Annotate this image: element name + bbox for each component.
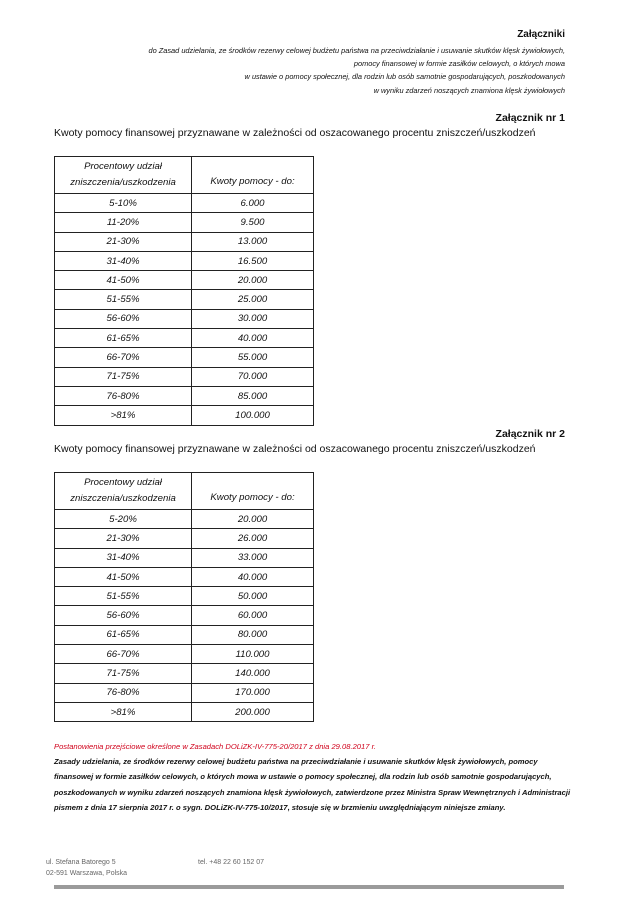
amount-cell: 26.000	[192, 529, 314, 548]
amount-cell: 55.000	[192, 348, 314, 367]
percentage-cell: 56-60%	[55, 606, 192, 625]
percentage-cell: 61-65%	[55, 625, 192, 644]
amount-cell: 85.000	[192, 386, 314, 405]
header-line: zniszczenia/uszkodzenia	[70, 493, 176, 504]
annex1-label: Załącznik nr 1	[495, 112, 565, 124]
table-row	[55, 194, 314, 213]
amount-cell: 16.500	[192, 251, 314, 270]
provisions-text-end: stosuje się w brzmieniu uwzględniającym niniejsze zmiany.	[289, 802, 506, 812]
amount-cell: 200.000	[192, 702, 314, 721]
amount-cell: 33.000	[192, 548, 314, 567]
table-row	[55, 309, 314, 328]
table-row	[55, 348, 314, 367]
header-line: Kwoty pomocy - do:	[210, 492, 295, 503]
footer-street: ul. Stefana Batorego 5	[46, 859, 116, 866]
amount-cell: 6.000	[192, 194, 314, 213]
table-row	[55, 251, 314, 270]
annex1-table	[54, 156, 314, 426]
table-row	[55, 625, 314, 644]
amount-cell: 110.000	[192, 645, 314, 664]
table-row	[55, 587, 314, 606]
percentage-cell: 31-40%	[55, 548, 192, 567]
table-row	[55, 290, 314, 309]
percentage-cell: 21-30%	[55, 232, 192, 251]
subtitle-line: w ustawie o pomocy społecznej, dla rodzin lub osób samotnie gospodarujących, poszkodowanych	[244, 72, 565, 82]
percentage-cell: >81%	[55, 406, 192, 425]
percentage-cell: >81%	[55, 702, 192, 721]
table-row	[55, 645, 314, 664]
amount-cell: 70.000	[192, 367, 314, 386]
annex2-table-body	[55, 510, 314, 722]
percentage-cell: 71-75%	[55, 367, 192, 386]
percentage-cell: 21-30%	[55, 529, 192, 548]
annex1-table-body	[55, 194, 314, 426]
attachments-title: Załączniki	[517, 29, 565, 40]
footer-city: 02-591 Warszawa, Polska	[46, 870, 128, 877]
percentage-cell: 66-70%	[55, 348, 192, 367]
table-row	[55, 329, 314, 348]
table-row	[55, 702, 314, 721]
table-row	[55, 548, 314, 567]
footer-divider	[54, 885, 564, 889]
percentage-cell: 76-80%	[55, 683, 192, 702]
amount-cell: 20.000	[192, 271, 314, 290]
subtitle-line: pomocy finansowej w formie zasiłków celowych, o których mowa	[353, 59, 565, 69]
header-line: Kwoty pomocy - do:	[210, 176, 295, 187]
subtitle-line: w wyniku zdarzeń noszących znamiona klęsk żywiołowych	[373, 85, 565, 95]
table-header-row	[55, 157, 314, 194]
table-row	[55, 529, 314, 548]
amount-cell: 80.000	[192, 625, 314, 644]
table-header-row	[55, 473, 314, 510]
amount-cell: 50.000	[192, 587, 314, 606]
provisions-text: Zasady udzielania, ze środków rezerwy celowej budżetu państwa na przeciwdziałanie i usuwanie skutków klęsk żywiołowych, pomocy finansowej w formie zasiłków celowych, o których mowa w ustawie o pomocy społecznej, dla rodzin lub osób samotnie gospodarujących, poszkodowanych w wyniku zdarzeń noszących znamiona klęsk żywiołowych, zatwierdzone przez Ministra Spraw Wewnętrznych i Administracji pismem z dnia 17 sierpnia 2017 r. o sygn. DOLiZK-IV-775-10/2017	[54, 757, 571, 812]
percentage-cell: 31-40%	[55, 251, 192, 270]
provisions-heading: Postanowienia przejściowe określone w Zasadach DOLiZK-IV-775-20/2017 z dnia 29.08.2017 r.	[54, 742, 376, 751]
percentage-cell: 76-80%	[55, 386, 192, 405]
annex1-description: Kwoty pomocy finansowej przyznawane w zależności od oszacowanego procentu zniszczeń/uszkodzeń	[54, 127, 536, 139]
percentage-cell: 41-50%	[55, 567, 192, 586]
table-row	[55, 232, 314, 251]
percentage-cell: 51-55%	[55, 290, 192, 309]
provisions-body	[54, 754, 574, 815]
amount-cell: 25.000	[192, 290, 314, 309]
amount-cell: 13.000	[192, 232, 314, 251]
subtitle-line: do Zasad udzielania, ze środków rezerwy celowej budżetu państwa na przeciwdziałanie i usuwanie skutków klęsk żywiołowych,	[148, 46, 565, 55]
percentage-cell: 5-20%	[55, 510, 192, 529]
annex2-label: Załącznik nr 2	[495, 428, 565, 440]
percentage-cell: 61-65%	[55, 329, 192, 348]
table-row	[55, 406, 314, 425]
header-line: zniszczenia/uszkodzenia	[70, 177, 176, 188]
table-row	[55, 567, 314, 586]
annex2-description: Kwoty pomocy finansowej przyznawane w zależności od oszacowanego procentu zniszczeń/uszkodzeń	[54, 443, 536, 455]
footer-address	[46, 857, 127, 879]
table-row	[55, 664, 314, 683]
percentage-cell: 56-60%	[55, 309, 192, 328]
column-header-amount	[192, 157, 314, 194]
percentage-cell: 66-70%	[55, 645, 192, 664]
table-row	[55, 510, 314, 529]
amount-cell: 40.000	[192, 329, 314, 348]
percentage-cell: 11-20%	[55, 213, 192, 232]
footer-phone: tel. +48 22 60 152 07	[198, 859, 264, 866]
table-row	[55, 271, 314, 290]
amount-cell: 60.000	[192, 606, 314, 625]
table-row	[55, 367, 314, 386]
provisions-comma: ,	[287, 802, 290, 812]
table-row	[55, 683, 314, 702]
amount-cell: 9.500	[192, 213, 314, 232]
amount-cell: 20.000	[192, 510, 314, 529]
amount-cell: 100.000	[192, 406, 314, 425]
column-header-amount	[192, 473, 314, 510]
column-header-percentage	[55, 473, 192, 510]
percentage-cell: 71-75%	[55, 664, 192, 683]
percentage-cell: 5-10%	[55, 194, 192, 213]
header-line: Procentowy udział	[84, 477, 162, 488]
amount-cell: 40.000	[192, 567, 314, 586]
attachments-subtitle	[148, 44, 565, 97]
table-row	[55, 606, 314, 625]
amount-cell: 170.000	[192, 683, 314, 702]
amount-cell: 140.000	[192, 664, 314, 683]
percentage-cell: 51-55%	[55, 587, 192, 606]
header-line: Procentowy udział	[84, 161, 162, 172]
amount-cell: 30.000	[192, 309, 314, 328]
percentage-cell: 41-50%	[55, 271, 192, 290]
table-row	[55, 213, 314, 232]
transitional-provisions	[54, 739, 574, 815]
column-header-percentage	[55, 157, 192, 194]
annex2-table	[54, 472, 314, 722]
table-row	[55, 386, 314, 405]
